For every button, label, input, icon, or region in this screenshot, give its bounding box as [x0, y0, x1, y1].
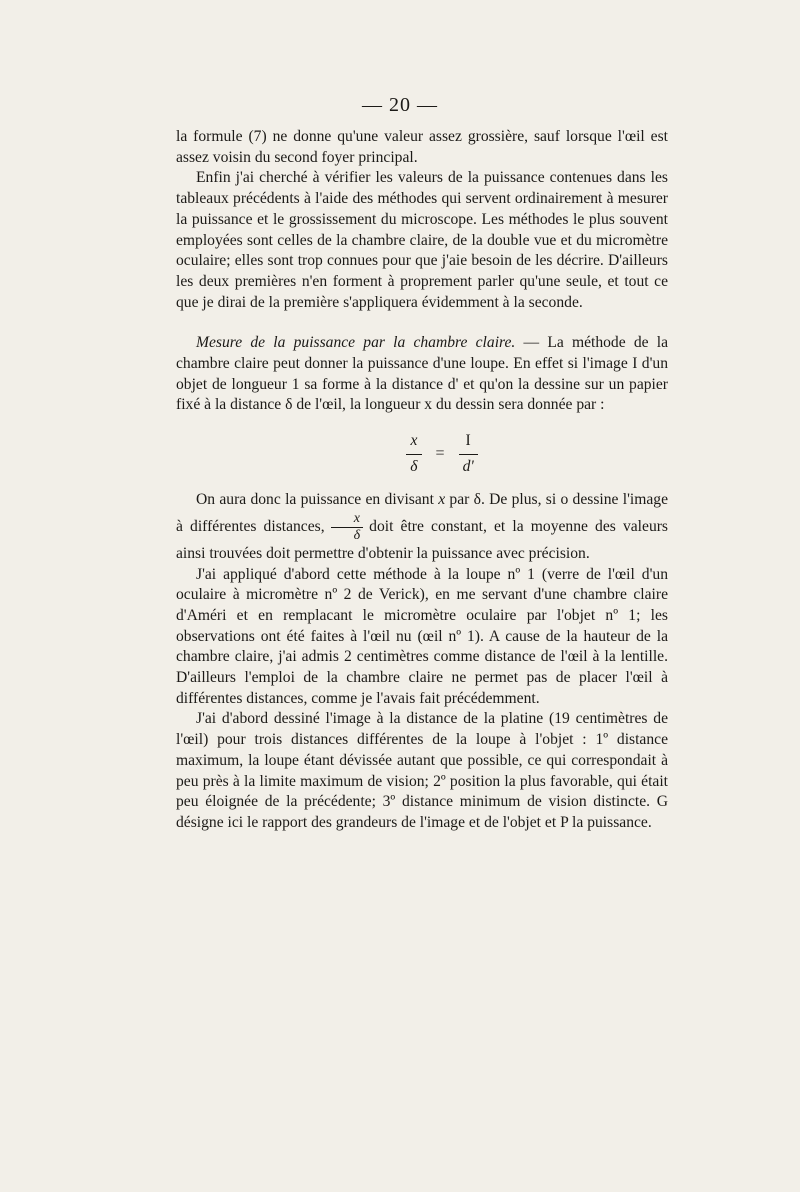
equation-rhs-denominator: d': [459, 454, 478, 478]
paragraph-6: J'ai d'abord dessiné l'image à la distance de la platine (19 centimètres de l'œil) pour trois distances différentes de la loupe à l'objet : 1º distance maximum, la loupe étant dévissée autant que possible, ce qui correspondait à peu près à la limite maximum de vision; 2º position la plus favorable, qui était peu éloignée de la précédente; 3º distance minimum de vision distincte. G désigne ici le rapport des grandeurs de l'image et de l'objet et P la puissance.: [176, 710, 668, 831]
inline-fraction: [331, 511, 364, 544]
inline-fraction-numerator: x: [353, 510, 360, 526]
section-gap: [176, 313, 668, 333]
paragraph-4-variable: x: [438, 491, 446, 509]
equation-lhs-denominator: δ: [406, 454, 421, 478]
paragraph-5: J'ai appliqué d'abord cette méthode à la loupe nº 1 (verre de l'œil d'un oculaire à micromètre nº 2 de Verick), en me servant d'une chambre claire d'Améri et en remplacant le micromètre oculaire par l'objet nº 1; les observations ont été faites à l'œil nu (œil nº 1). A cause de la hauteur de la chambre claire, j'ai admis 2 centimètres comme distance de l'œil à la lentille. D'ailleurs l'emploi de la chambre claire ne permet pas de placer l'œil à différentes distances, comme je l'avais fait précédemment.: [176, 565, 668, 707]
paragraph-4-part-b: par δ. De plus, si o dessine l'image à différentes distances,: [176, 491, 668, 535]
body-text: [176, 127, 668, 834]
equation-rhs-numerator: I: [465, 431, 471, 449]
equation-lhs-fraction: [406, 431, 421, 477]
inline-fraction-denominator: δ: [331, 527, 364, 544]
paragraph-4: [176, 490, 668, 564]
paragraph-2: Enfin j'ai cherché à vérifier les valeurs de la puissance contenues dans les tableaux précédents à l'aide des méthodes qui servent ordinairement à mesurer la puissance et le grossissement du microscope. Les méthodes le plus souvent employées sont celles de la chambre claire, de la double vue et du micromètre oculaire; elles sont trop connues pour que j'aie besoin de les décrire. D'ailleurs les deux premières n'en forment à proprement parler qu'une seule, et tout ce que je dirai de la première s'appliquera évidemment à la seconde.: [176, 169, 668, 311]
page-number: — 20 —: [362, 94, 438, 116]
paragraph-1: la formule (7) ne donne qu'une valeur assez grossière, sauf lorsque l'œil est assez voisin du second foyer principal.: [176, 128, 668, 166]
section-title: Mesure de la puissance par la chambre claire.: [196, 334, 516, 352]
equation-lhs-numerator: x: [410, 431, 418, 449]
equation-rhs-fraction: [459, 431, 478, 477]
paragraph-4-part-c: doit être constant, et la moyenne des valeurs ainsi trouvées doit permettre d'obtenir la puissance avec précision.: [176, 517, 668, 562]
paragraph-3-text: — La méthode de la chambre claire peut donner la puissance d'une loupe. En effet si l'image I d'un objet de longueur 1 sa forme à la distance d' et qu'on la dessine sur un papier fixé à la distance δ de l'œil, la longueur x du dessin sera donnée par :: [176, 334, 669, 414]
paragraph-4-part-a: On aura donc la puissance en divisant: [196, 491, 439, 509]
equation-equals: =: [435, 444, 445, 462]
equation: [176, 422, 668, 486]
paragraph-3: [176, 333, 668, 416]
